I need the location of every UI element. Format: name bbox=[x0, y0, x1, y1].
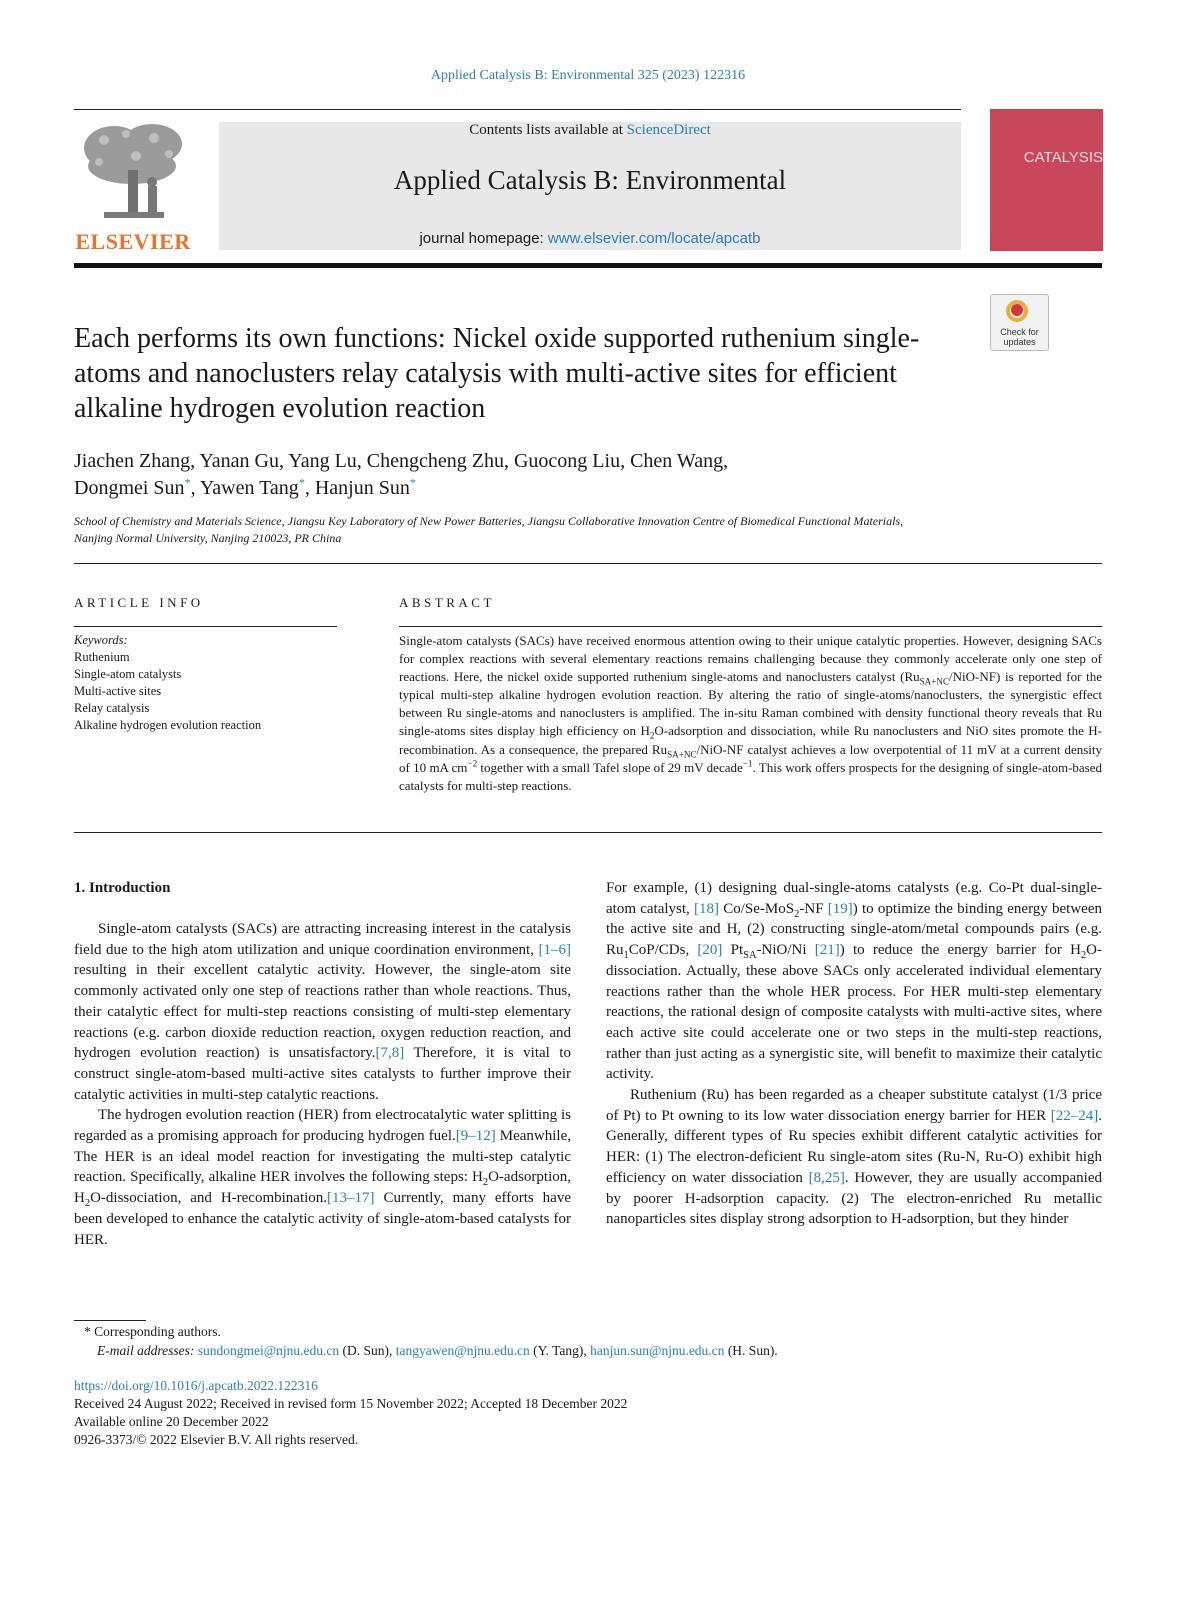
journal-name: Applied Catalysis B: Environmental bbox=[393, 165, 787, 195]
body-column-right bbox=[606, 878, 1102, 1230]
citation-link[interactable]: [20] bbox=[697, 942, 723, 959]
paragraph: For example, (1) designing dual-single-atoms catalysts (e.g. Co-Pt dual-single-atom catalyst, [18] Co/Se-MoS$_2$-NF [19]) to optimize the binding energy between the active site and H, (2) constructing single-atom/metal compounds pairs (e.g. $Ru_1CoP$/CDs, [20] $Pt_{SA}-NiO/Ni$ [21]) to reduce the energy barrier for $H_2O$-dissociation. Actually, these above SACs only accelerated individual elementary reactions rather than the whole HER process. For HER multi-step elementary reactions, the rational design of composite catalysts with multi-active sites, where each active site could accelerate one or two steps in the multi-step reactions, rather than just acting as a synergistic site, will benefit to maximize their catalytic activity. bbox=[606, 880, 1102, 1083]
abstract-heading: ABSTRACT bbox=[399, 595, 495, 610]
citation-link[interactable]: [9–12] bbox=[455, 1128, 496, 1145]
running-head[interactable]: Applied Catalysis B: Environmental 325 (2023) 122316 bbox=[430, 68, 746, 83]
keyword: Ruthenium bbox=[74, 650, 130, 664]
publisher-wordmark: ELSEVIER bbox=[75, 229, 191, 254]
check-for-updates-label: Check for updates bbox=[1000, 327, 1039, 347]
citation-link[interactable]: [13–17] bbox=[327, 1190, 375, 1207]
citation-link[interactable]: [22–24] bbox=[1050, 1107, 1099, 1124]
corresponding-mark[interactable]: * bbox=[409, 475, 416, 490]
copyright: 0926-3373/© 2022 Elsevier B.V. All rights reserved. bbox=[74, 1432, 359, 1447]
author[interactable]: Yawen Tang bbox=[199, 477, 299, 499]
article-title: Each performs its own functions: Nickel oxide supported ruthenium single-atoms and nanoclusters relay catalysis with multi-active sites for efficient alkaline hydrogen evolution reaction bbox=[74, 323, 920, 424]
footnote-rule bbox=[74, 1320, 146, 1321]
author[interactable]: Chen Wang bbox=[630, 450, 724, 472]
keyword: Alkaline hydrogen evolution reaction bbox=[74, 718, 262, 732]
footnote-corresponding: * Corresponding authors. bbox=[84, 1324, 221, 1339]
email-link[interactable]: hanjun.sun@njnu.edu.cn bbox=[590, 1343, 725, 1358]
doi-link[interactable]: https://doi.org/10.1016/j.apcatb.2022.122316 bbox=[74, 1378, 318, 1393]
corresponding-mark[interactable]: * bbox=[184, 475, 191, 490]
cover-title: CATALYSIS bbox=[1023, 149, 1103, 166]
paragraph: The hydrogen evolution reaction (HER) from electrocatalytic water splitting is regarded as a promising approach for producing hydrogen fuel.[9–12] Meanwhile, The HER is an ideal model reaction for investigating the multi-step catalytic reaction. Specifically, alkaline HER involves the following steps: $H_2O$-adsorption, $H_2O$-dissociation, and H-recombination.[13–17] Currently, many efforts have been developed to enhance the catalytic activity of single-atom-based catalysts for HER. bbox=[74, 1107, 571, 1248]
author[interactable]: Jiachen Zhang bbox=[74, 450, 191, 472]
author-list: Jiachen Zhang, Yanan Gu, Yang Lu, Chengcheng Zhu, Guocong Liu, Chen Wang, Dongmei Sun*, Yawen Tang*, Hanjun Sun* bbox=[74, 450, 729, 499]
citation-link[interactable]: [8,25] bbox=[808, 1169, 845, 1186]
citation-link[interactable]: [1–6] bbox=[538, 941, 571, 958]
citation-link[interactable]: [21] bbox=[814, 942, 840, 959]
keyword: Relay catalysis bbox=[74, 701, 150, 715]
author[interactable]: Yang Lu bbox=[288, 450, 357, 472]
author[interactable]: Dongmei Sun bbox=[74, 477, 185, 499]
affiliation-rule bbox=[74, 563, 1102, 564]
journal-cover[interactable] bbox=[990, 109, 1103, 251]
keywords-label: Keywords: bbox=[74, 633, 128, 647]
dates-received: Received 24 August 2022; Received in revised form 15 November 2022; Accepted 18 December 2022 bbox=[74, 1396, 628, 1411]
article-info-heading: ARTICLE INFO bbox=[74, 595, 204, 610]
citation-link[interactable]: [18] bbox=[694, 900, 720, 917]
body-column-left bbox=[74, 919, 571, 1250]
paragraph: Ruthenium (Ru) has been regarded as a cheaper substitute catalyst (1/3 price of Pt) to Pt owning to its low water dissociation energy barrier for HER [22–24]. Generally, different types of Ru species exhibit different catalytic activities for HER: (1) The electron-deficient Ru single-atom sites (Ru-N, Ru-O) exhibit high efficiency on water dissociation [8,25]. However, they are usually accompanied by poorer H-adsorption capacity. (2) The electron-enriched Ru metallic nanoparticles sites display strong adsorption to H-adsorption, but they hinder bbox=[606, 1087, 1103, 1228]
author[interactable]: Chengcheng Zhu bbox=[366, 450, 504, 472]
keywords bbox=[74, 632, 364, 734]
tree-icon bbox=[74, 120, 192, 225]
sciencedirect-link[interactable]: ScienceDirect bbox=[626, 122, 711, 138]
elsevier-logo[interactable] bbox=[74, 120, 192, 255]
keyword: Single-atom catalysts bbox=[74, 667, 182, 681]
header-rule bbox=[74, 263, 1102, 268]
homepage-line: journal homepage: www.elsevier.com/locate/apcatb bbox=[419, 230, 761, 247]
abstract-text: Single-atom catalysts (SACs) have received enormous attention owing to their unique catalytic properties. However, designing SACs for complex reactions with several elementary reactions remains challenging because they commonly accelerate only one step of reactions. Here, the nickel oxide supported ruthenium single-atoms and nanoclusters catalyst $(Ru_{SA+NC}/NiO-NF)$ is reported for the typical multi-step alkaline hydrogen evolution reaction. By altering the ratio of single-atoms/nanoclusters, the synergistic effect between Ru single-atoms and nanoclusters is amplified. The in-situ Raman combined with density functional theory reveals that Ru single-atoms sites display high efficiency on $H_2O$-adsorption and dissociation, while Ru nanoclusters and NiO sites promote the H-recombination. As a consequence, the prepared $Ru_{SA+NC}/NiO-NF$ catalyst achieves a low overpotential of 11 mV at a current density of 10 mA $cm^{-2}$ together with a small Tafel slope of 29 mV decade$^{-1}$. This work offers prospects for the designing of single-atom-based catalysts for multi-step reactions. bbox=[399, 633, 1102, 793]
author[interactable]: Guocong Liu bbox=[513, 450, 621, 472]
corresponding-mark[interactable]: * bbox=[298, 475, 305, 490]
crossmark-dot bbox=[1011, 304, 1023, 316]
paragraph: Single-atom catalysts (SACs) are attracting increasing interest in the catalysis field due to the high atom utilization and unique coordination environment, [1–6] resulting in their excellent catalytic activity. However, the single-atom site commonly activated only one step of reactions rather than whole reactions. Thus, their catalytic effect for multi-step reactions consisting of multi-step elementary reactions (e.g. carbon dioxide reduction reaction, oxygen reduction reaction, and hydrogen evolution reaction) is unsatisfactory.[7,8] Therefore, it is vital to construct single-atom-based multi-active sites catalysts to further improve their catalytic activities in multi-step catalytic reactions. bbox=[74, 921, 571, 1103]
check-for-updates-badge[interactable] bbox=[990, 294, 1049, 351]
email-link[interactable]: tangyawen@njnu.edu.cn bbox=[395, 1343, 530, 1358]
top-rule bbox=[74, 109, 961, 110]
dates-online: Available online 20 December 2022 bbox=[74, 1414, 269, 1429]
citation-link[interactable]: [19] bbox=[827, 900, 853, 917]
homepage-link[interactable]: www.elsevier.com/locate/apcatb bbox=[547, 230, 761, 247]
email-link[interactable]: sundongmei@njnu.edu.cn bbox=[197, 1343, 340, 1358]
abstract-bottom-rule bbox=[74, 832, 1102, 833]
section-heading-introduction: 1. Introduction bbox=[74, 880, 171, 896]
article-info-rule bbox=[74, 626, 337, 627]
keyword: Multi-active sites bbox=[74, 684, 162, 698]
contents-line: Contents lists available at ScienceDirect bbox=[469, 122, 711, 138]
footnote-emails: E-mail addresses: sundongmei@njnu.edu.cn (D. Sun), tangyawen@njnu.edu.cn (Y. Tang), hanjun.sun@njnu.edu.cn (H. Sun). bbox=[97, 1343, 778, 1358]
author[interactable]: Yanan Gu bbox=[199, 450, 279, 472]
author[interactable]: Hanjun Sun bbox=[314, 477, 410, 499]
affiliation: School of Chemistry and Materials Science, Jiangsu Key Laboratory of New Power Batteries, Jiangsu Collaborative Innovation Centre of Biomedical Functional Materials, Nanjing Normal University, Nanjing 210023, PR China bbox=[74, 514, 904, 545]
abstract-rule bbox=[399, 626, 1102, 627]
citation-link[interactable]: [7,8] bbox=[375, 1045, 405, 1062]
